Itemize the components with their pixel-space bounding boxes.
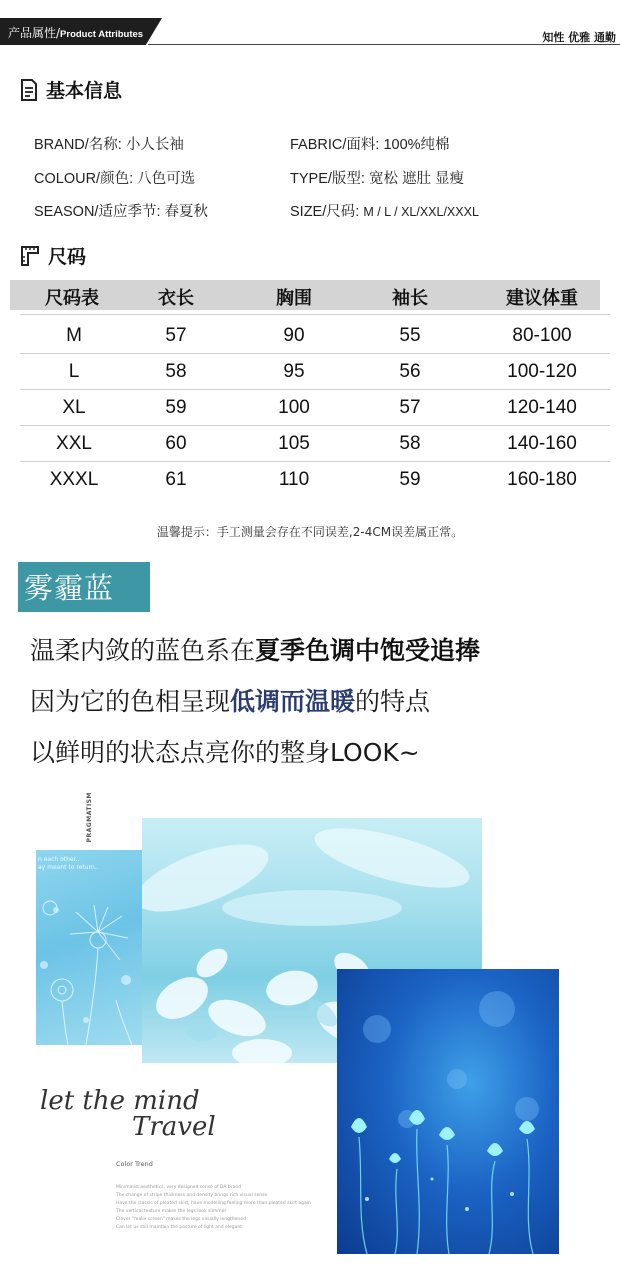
collage-vertical-label: PRAGMATISM bbox=[86, 792, 93, 843]
table-cell: 57 bbox=[399, 397, 421, 418]
size-heading bbox=[20, 242, 86, 269]
attr-season: SEASON/适应季节: 春夏秋 bbox=[34, 204, 209, 220]
attr-colour: COLOUR/颜色: 八色可选 bbox=[34, 171, 196, 187]
table-cell: 140-160 bbox=[507, 433, 577, 454]
table-cell: 60 bbox=[165, 433, 187, 454]
size-table-header-sleeve: 袖长 bbox=[392, 288, 428, 309]
basic-info-title: 基本信息 bbox=[46, 80, 123, 102]
fine-print-line: The vertical texture makes the legs look slimmer bbox=[116, 1209, 227, 1214]
table-cell: 120-140 bbox=[507, 397, 577, 418]
fine-print-line: The change of stripe thickness and density brings rich visual sense bbox=[116, 1193, 268, 1198]
table-cell: 100 bbox=[278, 397, 310, 418]
header-tab-cn: 产品属性/ bbox=[8, 26, 61, 40]
script-line-2: Travel bbox=[132, 1112, 216, 1142]
tulips-image bbox=[337, 969, 559, 1254]
table-cell: 55 bbox=[399, 325, 421, 346]
table-cell: 59 bbox=[165, 397, 187, 418]
fine-print-line: Minimalist aesthetics, very designed sense of DA brand bbox=[116, 1185, 242, 1190]
table-cell: 80-100 bbox=[512, 325, 572, 346]
document-icon bbox=[20, 79, 38, 101]
header-tab-en: Product Attributes bbox=[60, 29, 144, 40]
table-divider bbox=[20, 389, 610, 390]
table-cell: 56 bbox=[399, 361, 421, 382]
table-divider bbox=[20, 461, 610, 462]
table-cell: 58 bbox=[165, 361, 187, 382]
table-cell: XXXL bbox=[49, 469, 99, 490]
size-title: 尺码 bbox=[48, 246, 87, 268]
header-tab-label bbox=[8, 24, 143, 41]
attr-fabric: FABRIC/面料: 100%纯棉 bbox=[290, 137, 450, 153]
table-cell: 160-180 bbox=[507, 469, 577, 490]
measurement-note: 温馨提示：手工测量会存在不同误差,2-4CM误差属正常。 bbox=[156, 525, 464, 539]
attr-brand: BRAND/名称: 小人长袖 bbox=[34, 137, 184, 153]
table-cell: 110 bbox=[278, 469, 310, 490]
feature-line-3: 以鲜明的状态点亮你的整身LOOK~ bbox=[30, 738, 420, 767]
table-cell: L bbox=[68, 361, 80, 382]
table-cell: 105 bbox=[278, 433, 310, 454]
table-divider bbox=[20, 314, 610, 315]
attr-type: TYPE/版型: 宽松 遮肚 显瘦 bbox=[290, 171, 465, 187]
size-table-header-chest: 胸围 bbox=[276, 288, 312, 309]
feature-line-2: 因为它的色相呈现低调而温暖的特点 bbox=[30, 687, 431, 716]
ruler-icon bbox=[20, 245, 40, 267]
table-cell: 59 bbox=[399, 469, 421, 490]
color-badge-label: 雾霾蓝 bbox=[24, 571, 115, 605]
size-table-header-length: 衣长 bbox=[158, 288, 194, 309]
size-table-header-size: 尺码表 bbox=[45, 288, 99, 309]
table-cell: XXL bbox=[56, 433, 92, 454]
header-tagline: 知性 优雅 通勤 bbox=[542, 31, 616, 44]
size-table-header-weight: 建议体重 bbox=[506, 288, 578, 309]
table-cell: 90 bbox=[283, 325, 305, 346]
fine-print-line: Can let us still maintain the posture of light and elegant bbox=[116, 1225, 243, 1230]
feature-line-1: 温柔内敛的蓝色系在夏季色调中饱受追捧 bbox=[30, 636, 481, 665]
fine-print-line: Clever "make screen" makes the legs visually lengthened bbox=[116, 1217, 246, 1222]
table-divider bbox=[20, 425, 610, 426]
card-text-2: ay meant to return.. bbox=[38, 864, 99, 871]
table-cell: 58 bbox=[399, 433, 421, 454]
basic-info-heading bbox=[20, 76, 122, 103]
table-cell: 100-120 bbox=[507, 361, 577, 382]
table-cell: 57 bbox=[165, 325, 187, 346]
table-divider bbox=[20, 353, 610, 354]
table-cell: M bbox=[66, 325, 82, 346]
table-cell: 61 bbox=[165, 469, 187, 490]
table-cell: 95 bbox=[283, 361, 305, 382]
attr-size: SIZE/尺码: M / L / XL/XXL/XXXL bbox=[290, 204, 479, 220]
flower-card-image bbox=[36, 850, 144, 1045]
fine-print-line: Have the classic of pleated skirt, have modelling feeling more than pleated skirt again bbox=[116, 1201, 311, 1206]
script-line-1: let the mind bbox=[40, 1086, 200, 1116]
table-cell: XL bbox=[62, 397, 86, 418]
card-text-1: n each other.. bbox=[38, 856, 80, 863]
color-trend-label: Color Trend bbox=[116, 1160, 153, 1168]
